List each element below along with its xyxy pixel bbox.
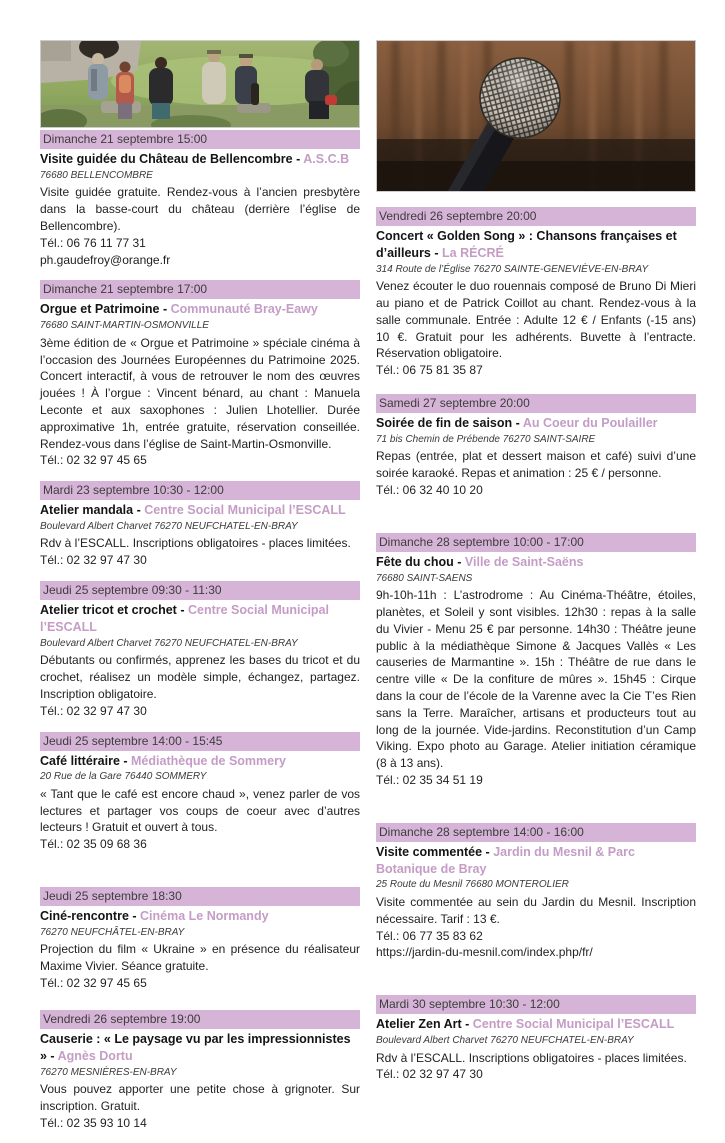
event-phone: Tél.: 02 35 93 10 14	[40, 1115, 147, 1130]
event-date-bar: Jeudi 25 septembre 18:30	[40, 887, 360, 906]
event-organizer: Médiathèque de Sommery	[131, 753, 286, 768]
event-description: Visite guidée gratuite. Rendez-vous à l’ancien presbytère dans la basse-court du château (derrière l’église de Bellencombre).	[40, 185, 360, 233]
event-visite-bellencombre	[40, 130, 360, 268]
event-visite-jardin-mesnil	[376, 823, 696, 961]
event-title	[40, 1031, 360, 1065]
event-phone: Tél.: 02 32 97 47 30	[40, 553, 147, 568]
event-phone: Tél.: 02 32 97 45 65	[40, 976, 147, 991]
right-column	[376, 40, 696, 1143]
event-phone: Tél.: 02 32 97 47 30	[40, 703, 147, 718]
right-events-list	[376, 207, 696, 1083]
event-organizer: Jardin du Mesnil & Parc Botanique de Bray	[376, 844, 635, 876]
event-date-bar: Mardi 23 septembre 10:30 - 12:00	[40, 481, 360, 500]
event-address: 76680 SAINT-MARTIN-OSMONVILLE	[40, 320, 209, 332]
event-date-bar: Dimanche 28 septembre 14:00 - 16:00	[376, 823, 696, 842]
event-description: 9h-10h-11h : L’astrodrome : Au Cinéma-Théâtre, étoiles, planètes, et Soleil y sont visibles. 12h30 : repas à la salle du Vivier - Menu 25 € par personne. 14h30 : Théâtre jeune public à la médiathèque Simone & Jacques Vallès « Les causeries de Marmantine ». 15h : Théâtre de rue dans le centre ville « De la confiture de mûres ». 15h45 : Cirque dans la cour de l’école de la Varenne avec la Cie T’es Rien sans la Terre. Maraîcher, artisans et producteurs tout au long de la journée. Vide-jardins. Reconstitution d’un Camp Viking. Expo photo au Garage. Atelier initiation céramique (8 à 13 ans).	[376, 588, 696, 771]
event-title-text: Concert « Golden Song » : Chansons françaises et d’ailleurs -	[376, 229, 677, 260]
event-description: Repas (entrée, plat et dessert maison et café) suivi d’une soirée karaoké. Repas et animation : 25 € / personne.	[376, 449, 696, 481]
event-organizer: Centre Social Municipal l’ESCALL	[144, 503, 346, 518]
event-title	[40, 502, 360, 519]
guided-tour-photo	[40, 40, 360, 128]
event-title	[40, 301, 360, 318]
event-title	[376, 554, 696, 571]
event-title-text: Ciné-rencontre -	[40, 909, 137, 924]
event-description: « Tant que le café est encore chaud », venez parler de vos lectures et partager vos coups de coeur avec d’autres lecteurs ! Gratuit et ouvert à tous.	[40, 786, 360, 835]
event-title-text: Fête du chou -	[376, 554, 462, 569]
event-title-text: Visite guidée du Château de Bellencombre -	[40, 152, 301, 166]
event-causerie-impressionnistes	[40, 1010, 360, 1132]
event-date-bar: Dimanche 28 septembre 10:00 - 17:00	[376, 533, 696, 552]
left-events-list	[40, 130, 360, 1131]
event-concert-golden-song	[376, 207, 696, 379]
event-phone: Tél.: 06 32 40 10 20	[376, 483, 483, 497]
event-atelier-zen-art	[376, 995, 696, 1083]
event-atelier-tricot	[40, 581, 360, 719]
microphone-photo-illustration	[377, 41, 695, 191]
left-column	[40, 40, 360, 1143]
event-phone: Tél.: 02 35 34 51 19	[376, 772, 483, 787]
event-description: Projection du film « Ukraine » en présence du réalisateur Maxime Vivier. Séance gratuite.	[40, 942, 360, 974]
event-organizer: La RÉCRÉ	[442, 245, 504, 260]
event-description: Rdv à l’ESCALL. Inscriptions obligatoires - places limitées.	[40, 536, 351, 551]
event-organizer: Communauté Bray-Eawy	[170, 302, 318, 317]
event-address: 76680 BELLENCOMBRE	[40, 169, 153, 181]
two-column-layout	[40, 40, 696, 1143]
event-organizer: A.S.C.B	[303, 152, 350, 166]
event-phone: Tél.: 06 76 11 77 31	[40, 235, 146, 250]
event-soiree-fin-saison	[376, 394, 696, 499]
event-address: 76270 NEUFCHÂTEL-EN-BRAY	[40, 926, 185, 938]
event-title	[376, 1016, 696, 1033]
event-title-text: Soirée de fin de saison -	[376, 416, 520, 431]
event-website-url: https://jardin-du-mesnil.com/index.php/fr/	[376, 945, 593, 960]
event-address: 20 Rue de la Gare 76440 SOMMERY	[40, 771, 207, 783]
event-cafe-litteraire	[40, 732, 360, 854]
event-description: Débutants ou confirmés, apprenez les bases du tricot et du crochet, réalisez un modèle simple, échangez, partagez. Inscription obligatoire.	[40, 653, 360, 701]
event-description: Venez écouter le duo rouennais composé de Bruno Di Mieri au piano et de Patrick Coillot au chant. Rendez-vous à la salle communale. Entrée : Adulte 12 € / Enfants (-15 ans) 10 €. Gratuit pour les adhérents. Buvette à l’entracte. Réservation obligatoire.	[376, 279, 696, 361]
event-title	[40, 602, 360, 636]
event-date-bar: Samedi 27 septembre 20:00	[376, 394, 696, 413]
event-phone: Tél.: 06 77 35 83 62	[376, 928, 483, 943]
event-organizer: Cinéma Le Normandy	[140, 909, 269, 924]
event-title-text: Atelier mandala -	[40, 503, 141, 518]
guided-tour-photo-illustration	[41, 41, 359, 127]
event-title-text: Visite commentée -	[376, 844, 490, 859]
event-address: Boulevard Albert Charvet 76270 NEUFCHATEL-EN-BRAY	[40, 637, 298, 649]
event-description: 3ème édition de « Orgue et Patrimoine » spéciale cinéma à l’occasion des Journées Européennes du Patrimoine 2025. Concert interactif, à vous de retrouver le nom des œuvres jouées ! À l’orgue : Vincent bénard, au chant : Manuela Leconte et aux saxophones : Julien Lhotellier. Durée approximative 1h, entrée gratuite, réservation conseillée. Rendez-vous dans l’église de Saint-Martin-Osmonville.	[40, 335, 360, 451]
event-address: 25 Route du Mesnil 76680 MONTEROLIER	[376, 879, 569, 891]
event-orgue-patrimoine	[40, 280, 360, 469]
microphone-photo	[376, 40, 696, 192]
event-date-bar: Jeudi 25 septembre 14:00 - 15:45	[40, 732, 360, 751]
event-phone: Tél.: 02 32 97 47 30	[376, 1067, 483, 1082]
event-address: 76270 MESNIÈRES-EN-BRAY	[40, 1066, 177, 1078]
event-date-bar: Dimanche 21 septembre 17:00	[40, 280, 360, 299]
event-fete-du-chou	[376, 533, 696, 789]
event-phone: Tél.: 02 35 09 68 36	[40, 837, 147, 852]
event-address: 314 Route de l’Église 76270 SAINTE-GENEVIÈVE-EN-BRAY	[376, 263, 649, 275]
event-address: Boulevard Albert Charvet 76270 NEUFCHATEL-EN-BRAY	[376, 1035, 634, 1047]
event-organizer: Agnès Dortu	[57, 1048, 133, 1063]
event-title-text: Café littéraire -	[40, 753, 128, 768]
event-description: Visite commentée au sein du Jardin du Mesnil. Inscription nécessaire. Tarif : 13 €.	[376, 894, 696, 926]
event-date-bar: Vendredi 26 septembre 20:00	[376, 207, 696, 226]
event-title	[376, 228, 696, 262]
event-atelier-mandala	[40, 481, 360, 569]
event-title-text: Atelier Zen Art -	[376, 1017, 470, 1032]
event-phone: Tél.: 06 75 81 35 87	[376, 363, 483, 378]
event-title	[40, 908, 360, 925]
event-title	[376, 844, 696, 878]
event-title	[376, 415, 696, 432]
event-address: 71 bis Chemin de Prébende 76270 SAINT-SAIRE	[376, 433, 596, 445]
event-description: Vous pouvez apporter une petite chose à grignoter. Sur inscription. Gratuit.	[40, 1082, 360, 1113]
event-cine-rencontre	[40, 887, 360, 992]
event-email: ph.gaudefroy@orange.fr	[40, 252, 171, 267]
event-title-text: Orgue et Patrimoine -	[40, 302, 168, 317]
event-title	[40, 753, 360, 770]
event-phone: Tél.: 02 32 97 45 65	[40, 453, 147, 468]
event-organizer: Centre Social Municipal l’ESCALL	[40, 603, 329, 634]
event-description: Rdv à l’ESCALL. Inscriptions obligatoires - places limitées.	[376, 1050, 687, 1065]
event-date-bar: Jeudi 25 septembre 09:30 - 11:30	[40, 581, 360, 600]
event-date-bar: Mardi 30 septembre 10:30 - 12:00	[376, 995, 696, 1014]
event-date-bar: Vendredi 26 septembre 19:00	[40, 1010, 360, 1029]
event-address: Boulevard Albert Charvet 76270 NEUFCHATEL-EN-BRAY	[40, 520, 298, 532]
event-organizer: Ville de Saint-Saëns	[464, 554, 584, 569]
event-organizer: Centre Social Municipal l’ESCALL	[472, 1017, 675, 1032]
event-date-bar: Dimanche 21 septembre 15:00	[40, 130, 360, 149]
event-title-text: Atelier tricot et crochet -	[40, 603, 185, 618]
event-address: 76680 SAINT-SAENS	[376, 572, 473, 584]
event-title-text: Causerie : « Le paysage vu par les impressionnistes » -	[40, 1031, 351, 1063]
event-organizer: Au Coeur du Poulailler	[522, 416, 658, 431]
event-title	[40, 151, 360, 168]
